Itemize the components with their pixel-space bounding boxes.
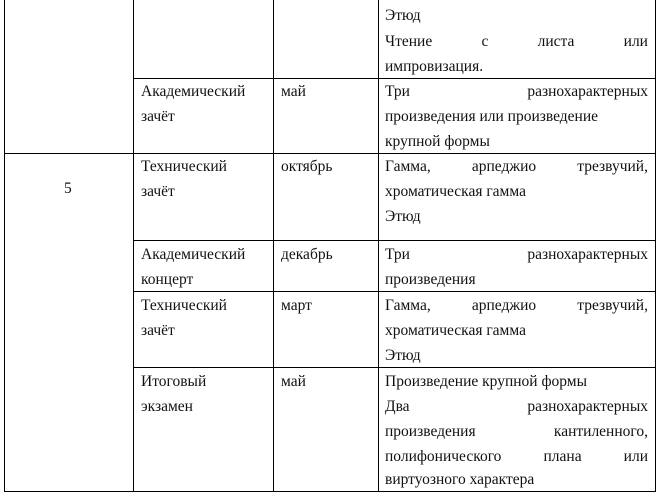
content-cell-line: Этюд (385, 7, 421, 24)
content-cell-line-justified: Гамма, арпеджио трезвучий, (385, 297, 648, 314)
table-border-bottom (4, 491, 656, 492)
type-cell-line: зачёт (141, 183, 175, 200)
table-col-divider-1 (133, 0, 134, 492)
table-border-right (655, 0, 656, 492)
year-label: 5 (64, 180, 72, 197)
content-cell-line: Произведение крупной формы (385, 373, 587, 390)
table-col-divider-3 (378, 0, 379, 492)
type-cell-line: Академический (141, 83, 246, 100)
table-border-left (4, 0, 5, 492)
month-cell: май (281, 83, 306, 100)
content-cell-line-justified: Гамма, арпеджио трезвучий, (385, 158, 648, 175)
type-cell-line: Технический (141, 158, 227, 175)
type-cell-line: Академический (141, 246, 246, 263)
content-cell-line: крупной формы (385, 133, 490, 150)
type-cell-line: Технический (141, 297, 227, 314)
month-cell: октябрь (281, 158, 333, 175)
type-cell-line: экзамен (141, 398, 193, 415)
content-cell-line: импровизация. (385, 58, 484, 75)
type-cell-line: зачёт (141, 108, 175, 125)
content-cell-line-justified: Три разнохарактерных (385, 246, 648, 263)
content-cell-line: произведения (385, 271, 476, 288)
content-cell-line-justified: Два разнохарактерных (385, 398, 648, 415)
month-cell: декабрь (281, 246, 333, 263)
content-cell-line: хроматическая гамма (385, 322, 526, 339)
type-cell-line: зачёт (141, 322, 175, 339)
content-cell-line-justified: Чтение с листа или (385, 33, 648, 50)
type-cell-line: Итоговый (141, 373, 207, 390)
month-cell: май (281, 373, 306, 390)
month-cell: март (281, 297, 312, 314)
content-cell-line: Этюд (385, 347, 421, 364)
row-divider-3 (133, 240, 656, 241)
table-col-divider-2 (273, 0, 274, 492)
content-cell-line-justified: полифонического плана или (385, 448, 648, 465)
content-cell-line: хроматическая гамма (385, 183, 526, 200)
content-cell-line-justified: Три разнохарактерных (385, 83, 648, 100)
content-cell-line: произведения или произведение (385, 108, 599, 125)
content-cell-line: виртуозного характера (385, 471, 535, 488)
type-cell-line: концерт (141, 271, 194, 288)
content-cell-line: Этюд (385, 208, 421, 225)
content-cell-line-justified: произведения кантиленного, (385, 423, 648, 440)
